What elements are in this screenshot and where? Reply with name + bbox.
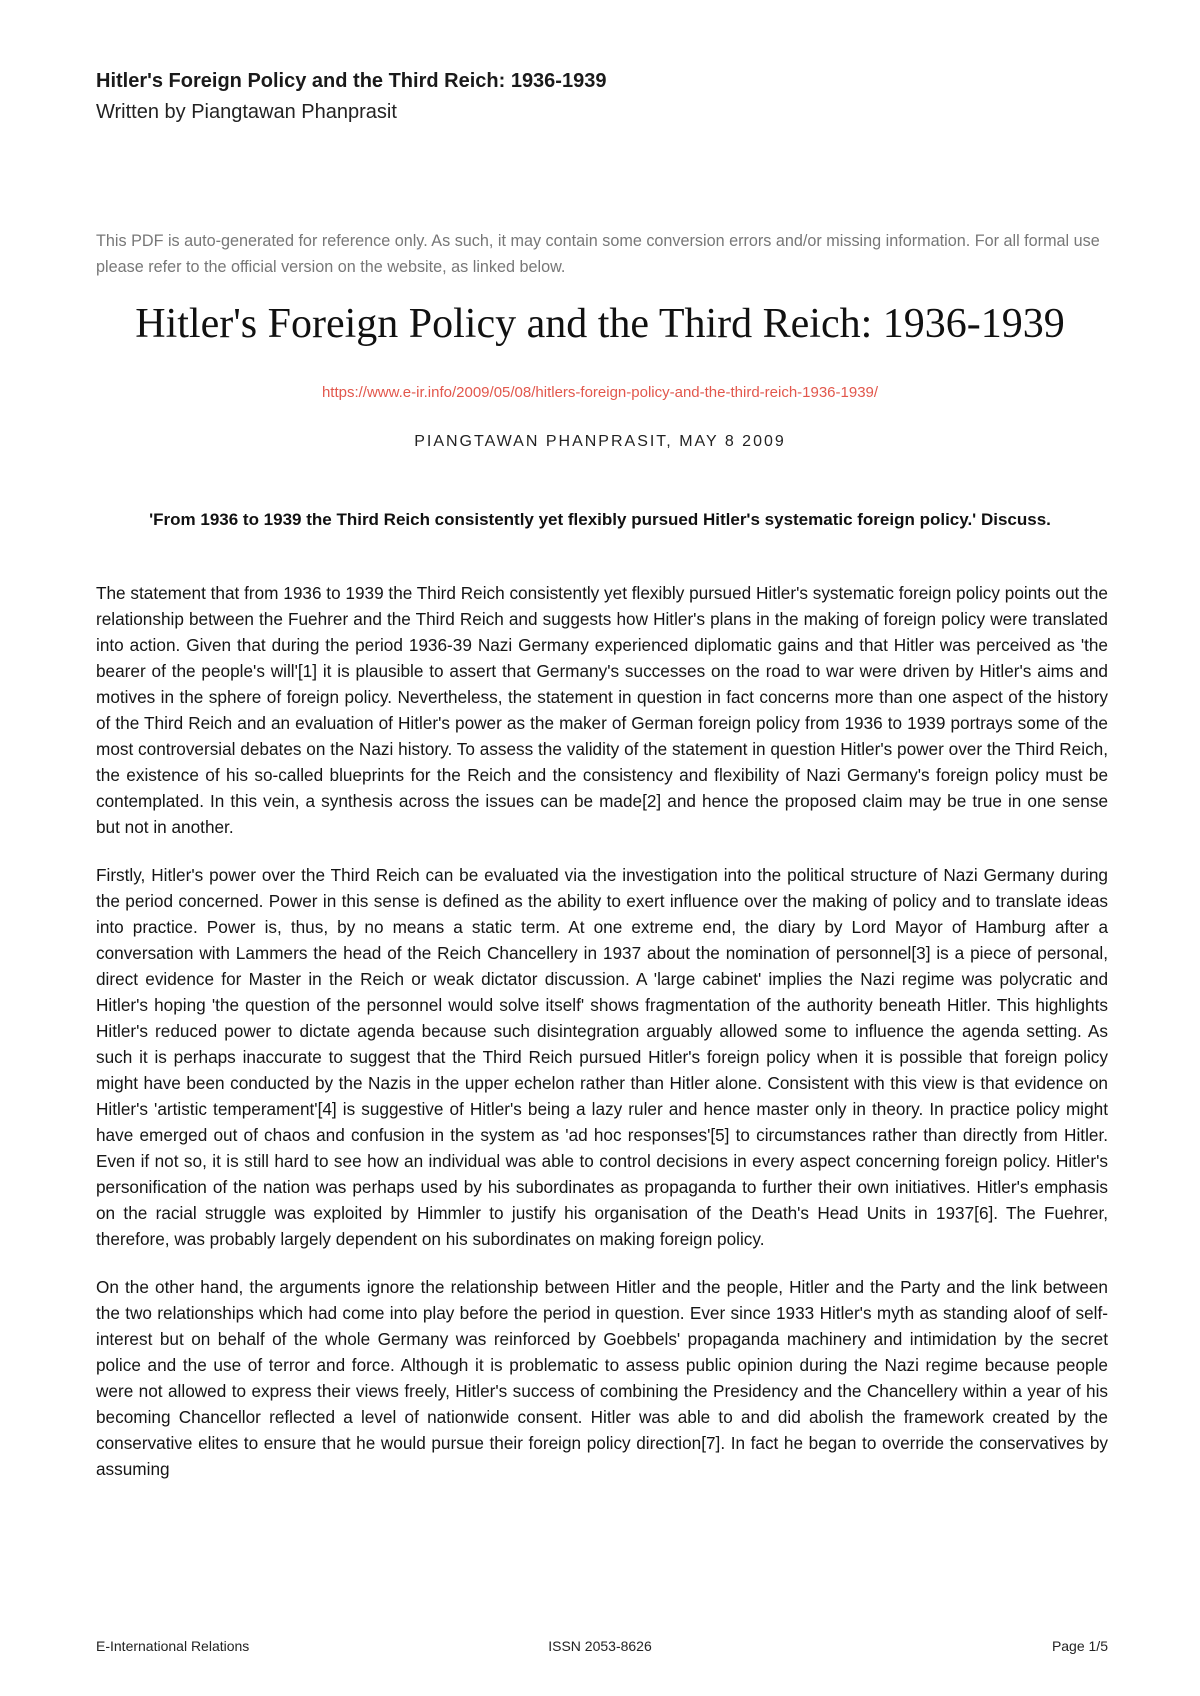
footer-page-number: Page 1/5: [1051, 1638, 1108, 1654]
body-paragraph: Firstly, Hitler's power over the Third Reich can be evaluated via the investigation into the political structure of Nazi Germany during the period concerned. Power in this sense is defined as the ability to exert influence over the making of policy and to translate ideas into practice. Power is, thus, by no means a static term. At one extreme end, the diary by Lord Mayor of Hamburg after a conversation with Lammers the head of the Reich Chancellery in 1937 about the nomination of personnel[3] is a piece of personal, direct evidence for Master in the Reich or weak dictator discussion. A 'large cabinet' implies the Nazi regime was polycratic and Hitler's hoping 'the question of the personnel would solve itself' shows fragmentation of the authority beneath Hitler. This highlights Hitler's reduced power to dictate agenda because such disintegration arguably allowed some to influence the agenda setting. As such it is perhaps inaccurate to suggest that the Third Reich pursued Hitler's foreign policy when it is possible that foreign policy might have been conducted by the Nazis in the upper echelon rather than Hitler alone. Consistent with this view is that evidence on Hitler's 'artistic temperament'[4] is suggestive of Hitler's being a lazy ruler and hence master only in theory. In practice policy might have emerged out of chaos and confusion in the system as 'ad hoc responses'[5] to circumstances rather than directly from Hitler. Even if not so, it is still hard to see how an individual was able to control decisions in every aspect concerning foreign policy. Hitler's personification of the nation was perhaps used by his subordinates as propaganda to further their own initiatives. Hitler's emphasis on the racial struggle was exploited by Himmler to justify his organisation of the Death's Head Units in 1937[6]. The Fuehrer, therefore, was probably largely dependent on his subordinates on making foreign policy.: [96, 865, 1108, 1249]
body-paragraph: On the other hand, the arguments ignore the relationship between Hitler and the people, Hitler and the Party and the link between the two relationships which had come into play before the period in question. Ever since 1933 Hitler's myth as standing aloof of self-interest but on behalf of the whole Germany was reinforced by Goebbels' propaganda machinery and intimidation by the secret police and the use of terror and force. Although it is problematic to assess public opinion during the Nazi regime because people were not allowed to express their views freely, Hitler's success of combining the Presidency and the Chancellery within a year of his becoming Chancellor reflected a level of nationwide consent. Hitler was able to and did abolish the framework created by the conservative elites to ensure that he would pursue their foreign policy direction[7]. In fact he began to override the conservatives by assuming: [96, 1277, 1108, 1479]
article-url-link[interactable]: https://www.e-ir.info/2009/05/08/hitlers-foreign-policy-and-the-third-reich-1936-1939/: [321, 384, 879, 401]
article-body: [96, 580, 1108, 1504]
header-title: Hitler's Foreign Policy and the Third Reich: 1936-1939: [96, 70, 607, 92]
header-author: Written by Piangtawan Phanprasit: [96, 101, 397, 123]
footer-issn: ISSN 2053-8626: [548, 1638, 652, 1654]
footer-publisher: E-International Relations: [96, 1638, 250, 1654]
article-byline: PIANGTAWAN PHANPRASIT, MAY 8 2009: [414, 433, 786, 450]
essay-prompt: 'From 1936 to 1939 the Third Reich consistently yet flexibly pursued Hitler's systematic foreign policy.' Discuss.: [149, 510, 1051, 529]
body-paragraph: The statement that from 1936 to 1939 the Third Reich consistently yet flexibly pursued Hitler's systematic foreign policy points out the relationship between the Fuehrer and the Third Reich and suggests how Hitler's plans in the making of foreign policy were translated into action. Given that during the period 1936-39 Nazi Germany experienced diplomatic gains and that Hitler was perceived as 'the bearer of the people's will'[1] it is plausible to assert that Germany's successes on the road to war were driven by Hitler's aims and motives in the sphere of foreign policy. Nevertheless, the statement in question in fact concerns more than one aspect of the history of the Third Reich and an evaluation of Hitler's power as the maker of German foreign policy from 1936 to 1939 portrays some of the most controversial debates on the Nazi history. To assess the validity of the statement in question Hitler's power over the Third Reich, the existence of his so-called blueprints for the Reich and the consistency and flexibility of Nazi Germany's foreign policy must be contemplated. In this vein, a synthesis across the issues can be made[2] and hence the proposed claim may be true in one sense but not in another.: [96, 583, 1108, 837]
article-title: Hitler's Foreign Policy and the Third Reich: 1936-1939: [135, 301, 1065, 347]
disclaimer-text: This PDF is auto-generated for reference only. As such, it may contain some conversion errors and/or missing information. For all formal use please refer to the official version on the website, as linked below.: [96, 232, 1100, 276]
